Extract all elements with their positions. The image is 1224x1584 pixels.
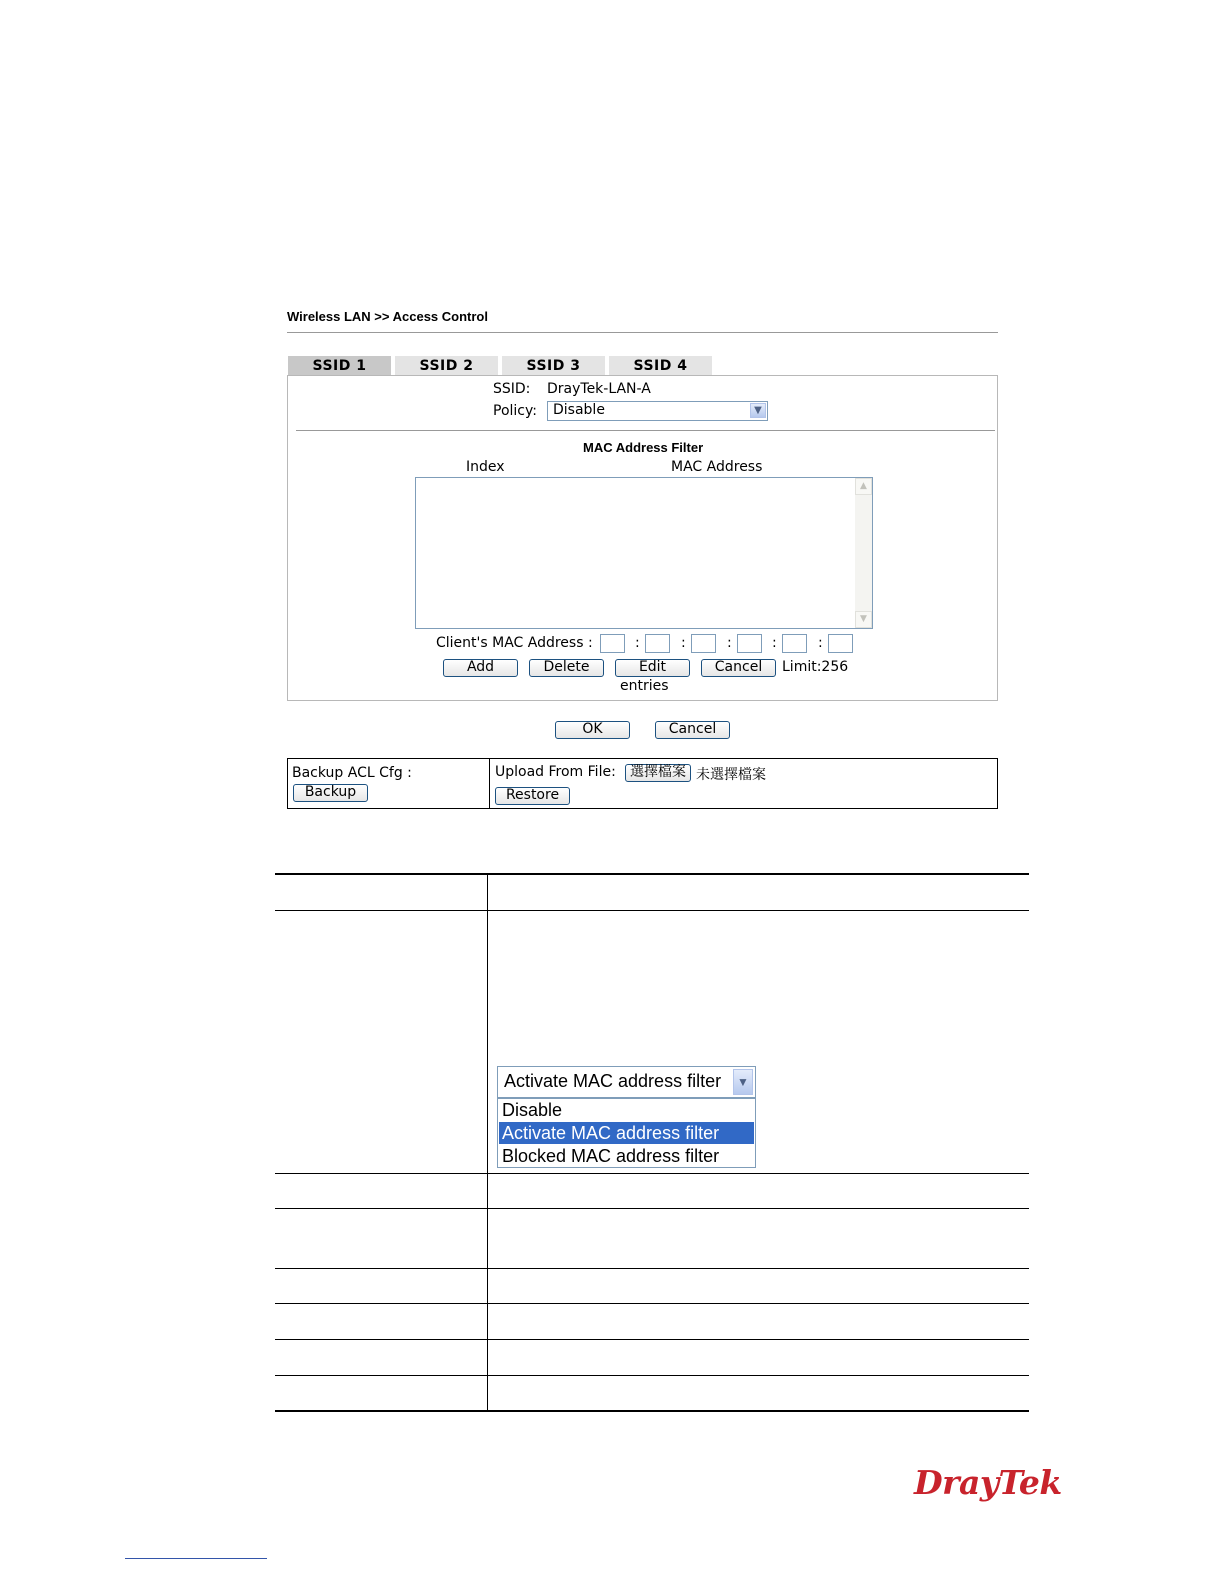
table-row-rule: [275, 1303, 1029, 1304]
backup-button[interactable]: Backup: [293, 784, 368, 802]
chevron-down-icon[interactable]: ▼: [733, 1069, 753, 1095]
dropdown-option-blocked[interactable]: Blocked MAC address filter: [502, 1146, 720, 1166]
index-column-header: Index: [466, 459, 505, 475]
mac-octet-3[interactable]: [691, 634, 716, 653]
mac-separator: :: [635, 635, 640, 651]
mac-separator: :: [818, 635, 823, 651]
policy-dropdown[interactable]: [497, 1066, 756, 1098]
mac-separator: :: [681, 635, 686, 651]
table-bottom-rule: [275, 1410, 1029, 1412]
mac-octet-1[interactable]: [600, 634, 625, 653]
upload-file-label: Upload From File:: [495, 764, 616, 780]
dropdown-option-activate[interactable]: Activate MAC address filter: [499, 1122, 754, 1144]
policy-label: Policy:: [493, 403, 537, 419]
mac-filter-heading: MAC Address Filter: [583, 440, 704, 455]
mac-address-list[interactable]: [415, 477, 873, 629]
table-row-rule: [275, 1375, 1029, 1376]
mac-separator: :: [772, 635, 777, 651]
add-button[interactable]: Add: [443, 659, 518, 677]
cancel-entry-button[interactable]: Cancel: [701, 659, 776, 677]
cancel-button[interactable]: Cancel: [655, 721, 730, 739]
table-column-divider: [487, 875, 488, 1412]
mac-octet-5[interactable]: [782, 634, 807, 653]
entries-text: entries: [620, 678, 669, 694]
table-top-rule: [275, 873, 1029, 875]
tab-ssid-3[interactable]: SSID 3: [502, 356, 605, 375]
policy-dropdown-list: [497, 1098, 756, 1168]
page-title: Wireless LAN >> Access Control: [287, 309, 488, 324]
table-row-rule: [275, 1208, 1029, 1209]
section-divider: [296, 430, 995, 431]
acl-column-divider: [489, 758, 490, 809]
mac-separator: :: [727, 635, 732, 651]
policy-dropdown-value: Activate MAC address filter: [504, 1071, 722, 1091]
list-scrollbar[interactable]: [855, 478, 872, 628]
chevron-down-icon[interactable]: ▼: [750, 403, 766, 418]
table-row-rule: [275, 910, 1029, 911]
delete-button[interactable]: Delete: [529, 659, 604, 677]
title-divider: [287, 332, 998, 333]
footer-link-underline: [125, 1558, 267, 1559]
mac-octet-4[interactable]: [737, 634, 762, 653]
client-mac-label: Client's MAC Address :: [436, 635, 593, 651]
mac-octet-6[interactable]: [828, 634, 853, 653]
table-row-rule: [275, 1173, 1029, 1174]
scroll-up-icon[interactable]: ▲: [855, 478, 872, 495]
dropdown-option-disable[interactable]: Disable: [502, 1100, 563, 1120]
edit-button[interactable]: Edit: [615, 659, 690, 677]
no-file-chosen-text: 未選擇檔案: [696, 767, 766, 783]
ssid-label: SSID:: [493, 381, 531, 397]
draytek-logo: DrayTek: [914, 1463, 1062, 1502]
limit-text: Limit:256: [782, 659, 849, 675]
ok-button[interactable]: OK: [555, 721, 630, 739]
table-row-rule: [275, 1268, 1029, 1269]
tab-ssid-4[interactable]: SSID 4: [609, 356, 712, 375]
mac-column-header: MAC Address: [671, 459, 763, 475]
mac-octet-2[interactable]: [645, 634, 670, 653]
choose-file-button[interactable]: 選擇檔案: [625, 764, 691, 782]
backup-acl-label: Backup ACL Cfg :: [292, 765, 412, 781]
tab-ssid-2[interactable]: SSID 2: [395, 356, 498, 375]
policy-select[interactable]: [547, 401, 768, 421]
scroll-down-icon[interactable]: ▼: [855, 611, 872, 628]
ssid-value: DrayTek-LAN-A: [547, 381, 651, 397]
table-row-rule: [275, 1339, 1029, 1340]
tab-ssid-1[interactable]: SSID 1: [288, 356, 391, 375]
policy-select-value: Disable: [553, 402, 605, 418]
restore-button[interactable]: Restore: [495, 787, 570, 805]
